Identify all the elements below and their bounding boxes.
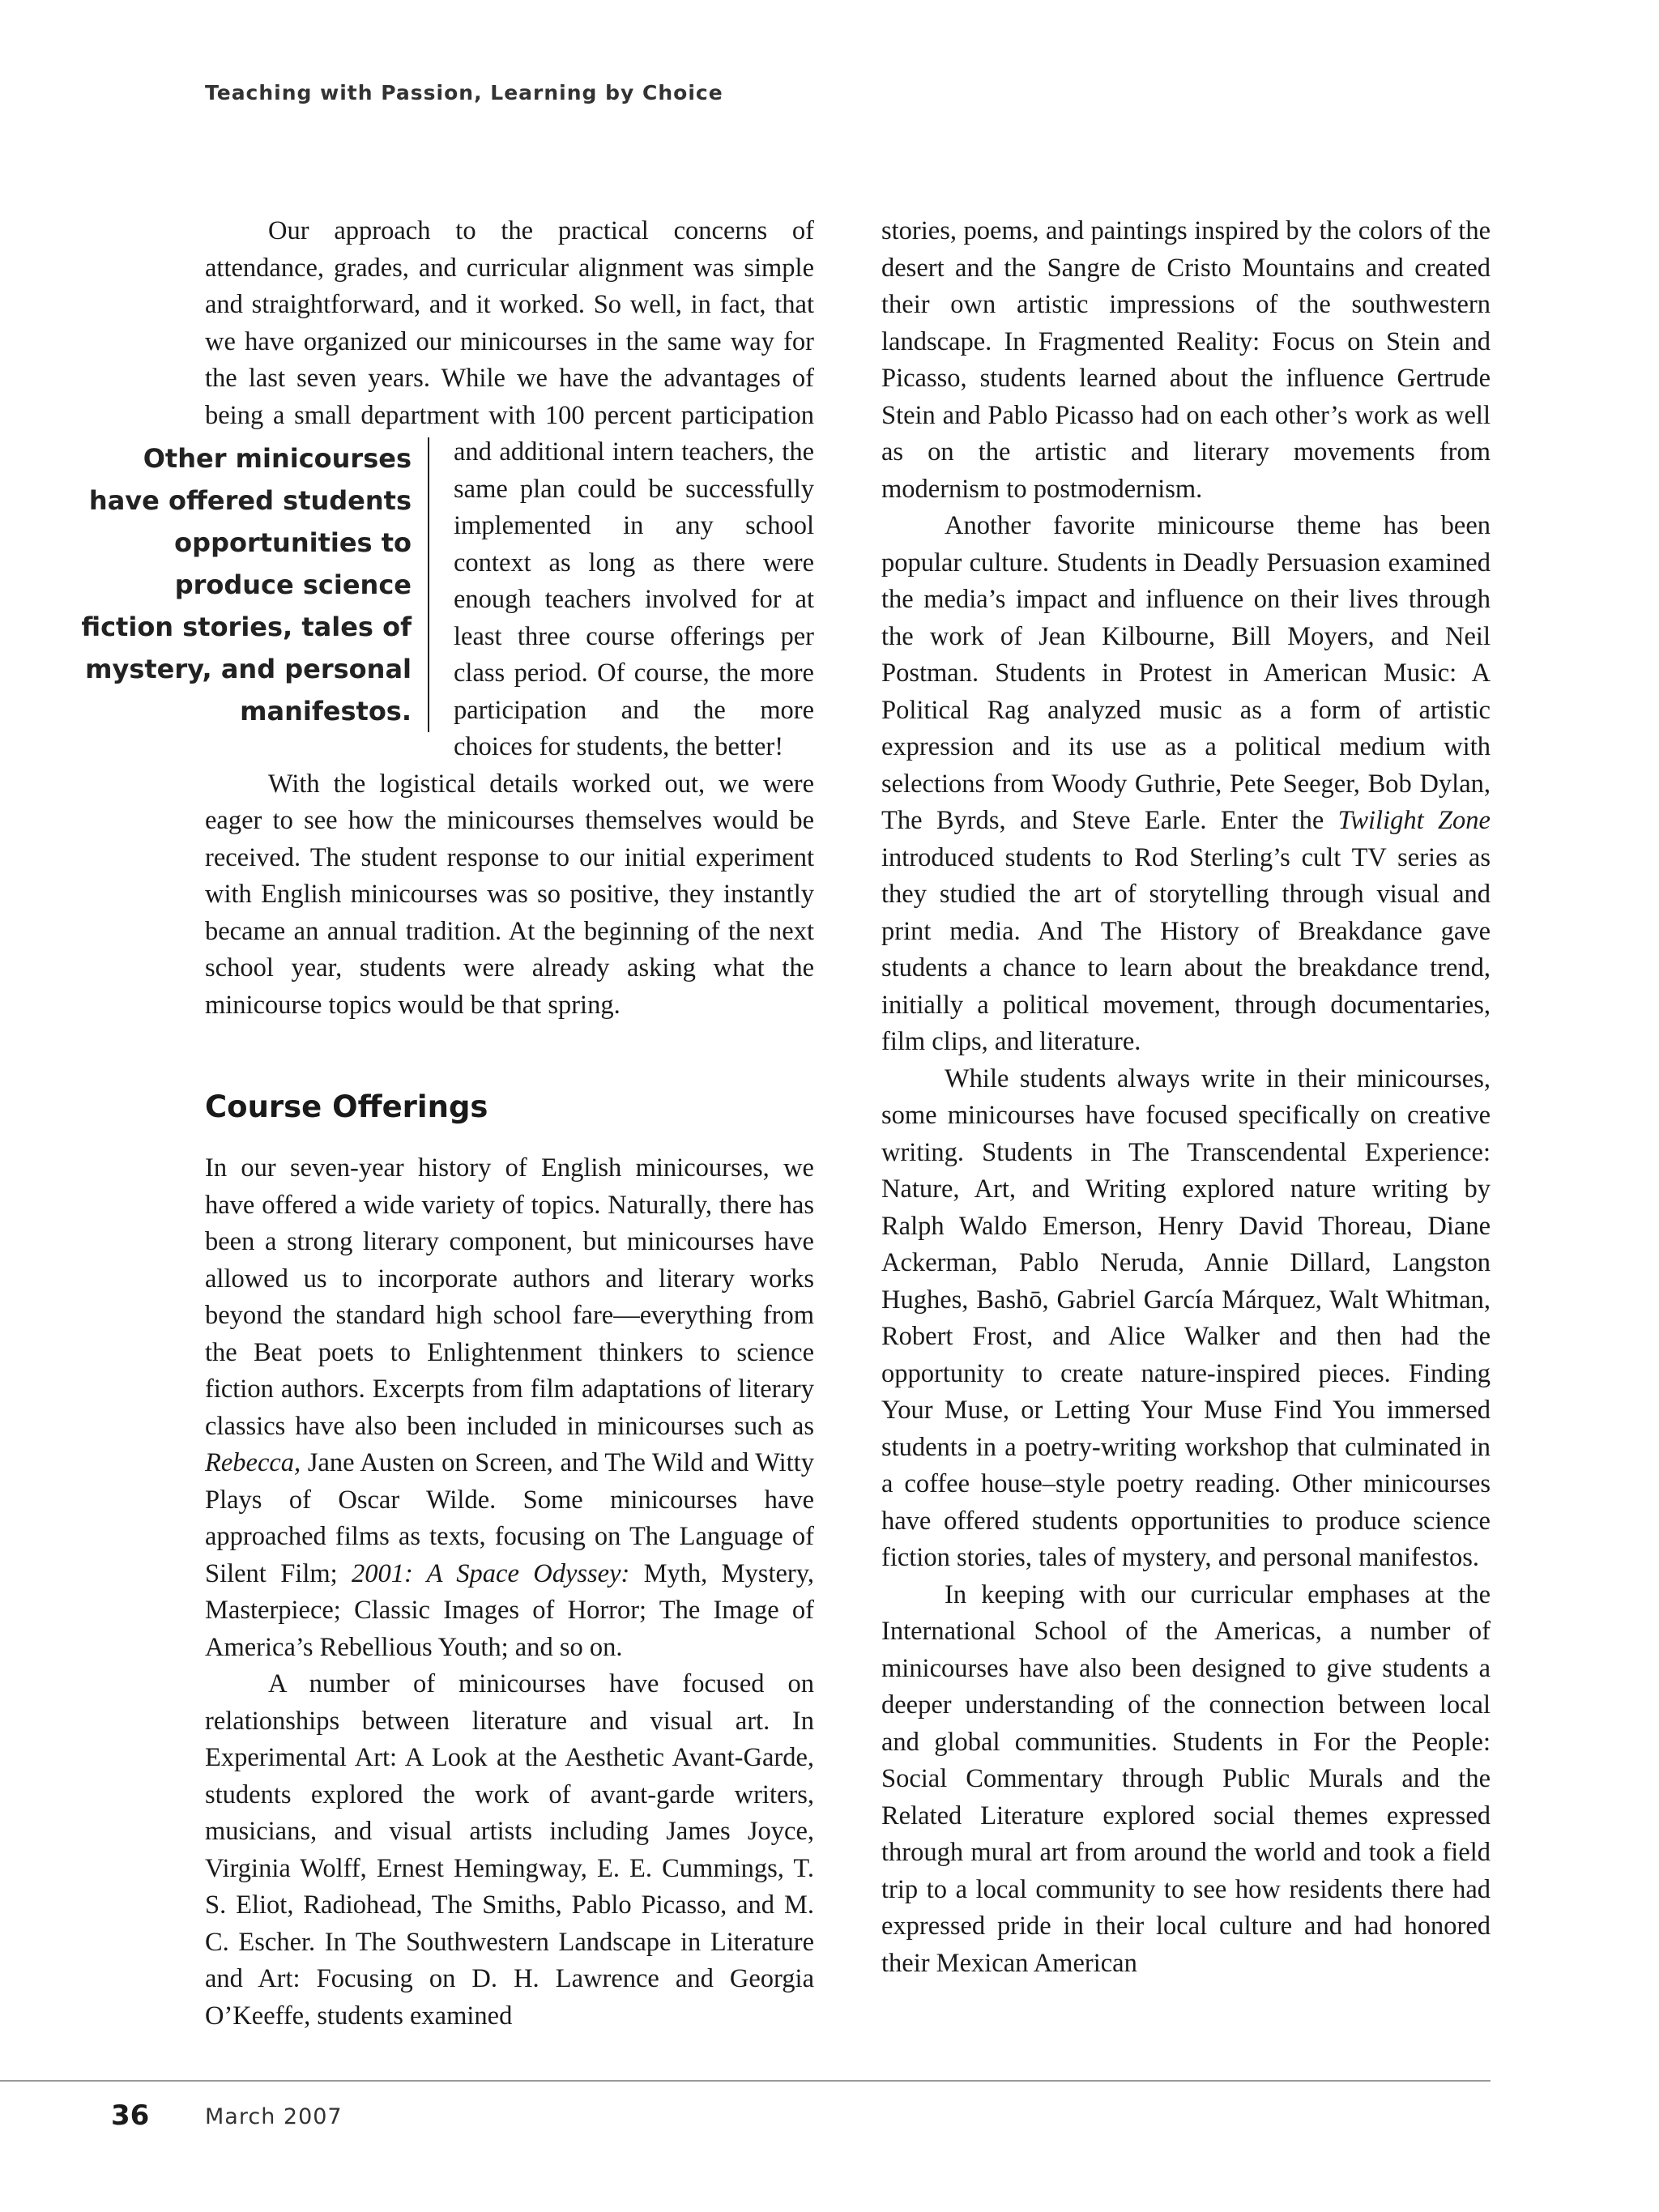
paragraph [881, 508, 1491, 1061]
paragraph-text: In our seven-year history of English minicourses, we have offered a wide variety of topics. Naturally, there has been a strong literary component, but minicourses have allowed us to incorporate authors and literary works beyond the standard high school fare—everything from the Beat poets to Enlightenment thinkers to science fiction authors. Excerpts from film adaptations of literary classics have also been included in minicourses such as [205, 1153, 814, 1441]
italic-title: Rebecca, [205, 1448, 301, 1477]
footer-rule [0, 2080, 1491, 2082]
running-head: Teaching with Passion, Learning by Choice [205, 81, 723, 104]
paragraph-text: Another favorite minicourse theme has been popular culture. Students in Deadly Persuasion examined the media’s impact and influence on their lives through the work of Jean Kilbourne, Bill Moyers, and Neil Postman. Students in Protest in American Music: A Political Rag analyzed music as a form of artistic expression and its use as a political medium with selections from Woody Guthrie, Pete Seeger, Bob Dylan, The Byrds, and Steve Earle. Enter the [881, 511, 1491, 835]
paragraph: With the logistical details worked out, we were eager to see how the minicourses themselves would be received. The student response to our initial experiment with English minicourses was so positive, they instantly became an annual tradition. At the beginning of the next school year, students were already asking what the minicourse topics would be that spring. [205, 769, 814, 1020]
paragraph: In keeping with our curricular emphases at the International School of the Americas, a number of minicourses have also been designed to give students a deeper understanding of the connection between local and global communities. Students in For the People: Social Commentary through Public Murals and the Related Literature explored social themes expressed through mural art from around the world and took a field trip to a local community to see how residents there had expressed pride in their local culture and had honored their Mexican American [881, 1579, 1491, 1978]
paragraph: A number of minicourses have focused on relationships between literature and visual art. In Experimental Art: A Look at the Aesthetic Avant-Garde, students explored the work of avant-garde writers, musicians, and visual artists including James Joyce, Virginia Wolff, Ernest Hemingway, E. E. Cummings, T. S. Eliot, Radiohead, The Smiths, Pablo Picasso, and M. C. Escher. In The Southwestern Landscape in Literature and Art: Focusing on D. H. Lawrence and Georgia O’Keeffe, students examined [205, 1669, 814, 2031]
paragraph-text: participation and additional intern teachers, the same plan could be successfully implemented in any school context as long as there were enough teachers involved for at least three course offerings per class period. Of course, the more participation and the more choices for students, the better! [454, 400, 814, 761]
paragraph-text: introduced students to Rod Sterling’s cult TV series as they studied the art of storytelling through visual and print media. And The History of Breakdance gave students a chance to learn about the breakdance trend, initially a political movement, through documentaries, film clips, and literature. [881, 842, 1491, 1056]
right-column [881, 213, 1491, 1982]
page-number: 36 [111, 2099, 150, 2132]
italic-title: Twilight Zone [1337, 806, 1491, 835]
section-heading: Course Offerings [205, 1089, 488, 1124]
paragraph: stories, poems, and paintings inspired by the colors of the desert and the Sangre de Cristo Mountains and created their own artistic impressions of the southwestern landscape. In Fragmented Reality: Focus on Stein and Picasso, students learned about the influence Gertrude Stein and Pablo Picasso had on each other’s work as well as on the artistic and literary movements from modernism to postmodernism. [881, 216, 1491, 504]
italic-title: 2001: A Space Odyssey: [352, 1558, 630, 1588]
paragraph [81, 213, 814, 766]
paragraph [205, 1150, 814, 1666]
left-column [81, 213, 814, 2035]
paragraph-text: Jane Austen on Screen, and The Wild and Witty Plays of Oscar Wilde. Some minicourses have approached films as texts, focusing on The Language of Silent Film; [205, 1448, 814, 1588]
paragraph-text: Myth, Mystery, Masterpiece; Classic Images of Horror; The Image of America’s Rebellious Youth; and so on. [205, 1558, 814, 1662]
paragraph: While students always write in their minicourses, some minicourses have focused specifically on creative writing. Students in The Transcendental Experience: Nature, Art, and Writing explored nature writing by Ralph Waldo Emerson, Henry David Thoreau, Diane Ackerman, Pablo Neruda, Annie Dillard, Langston Hughes, Bashō, Gabriel García Márquez, Walt Whitman, Robert Frost, and Alice Walker and then had the opportunity to create nature-inspired pieces. Finding Your Muse, or Letting Your Muse Find You immersed students in a poetry-writing workshop that culminated in a coffee house–style poetry reading. Other minicourses have offered students opportunities to produce science fiction stories, tales of mystery, and personal manifestos. [881, 1063, 1491, 1572]
issue-date: March 2007 [205, 2104, 343, 2129]
paragraph-text: Our approach to the practical concerns of attendance, grades, and curricular alignment was simple and straightforward, and it worked. So well, in fact, that we have organized our minicourses in the same way for the last seven years. While we have the advantages of being a small department with 100 percent [205, 216, 814, 430]
pull-quote: Other minicourses have offered students opportunities to produce science fiction stories, tales of mystery, and personal manifestos. [79, 437, 429, 732]
